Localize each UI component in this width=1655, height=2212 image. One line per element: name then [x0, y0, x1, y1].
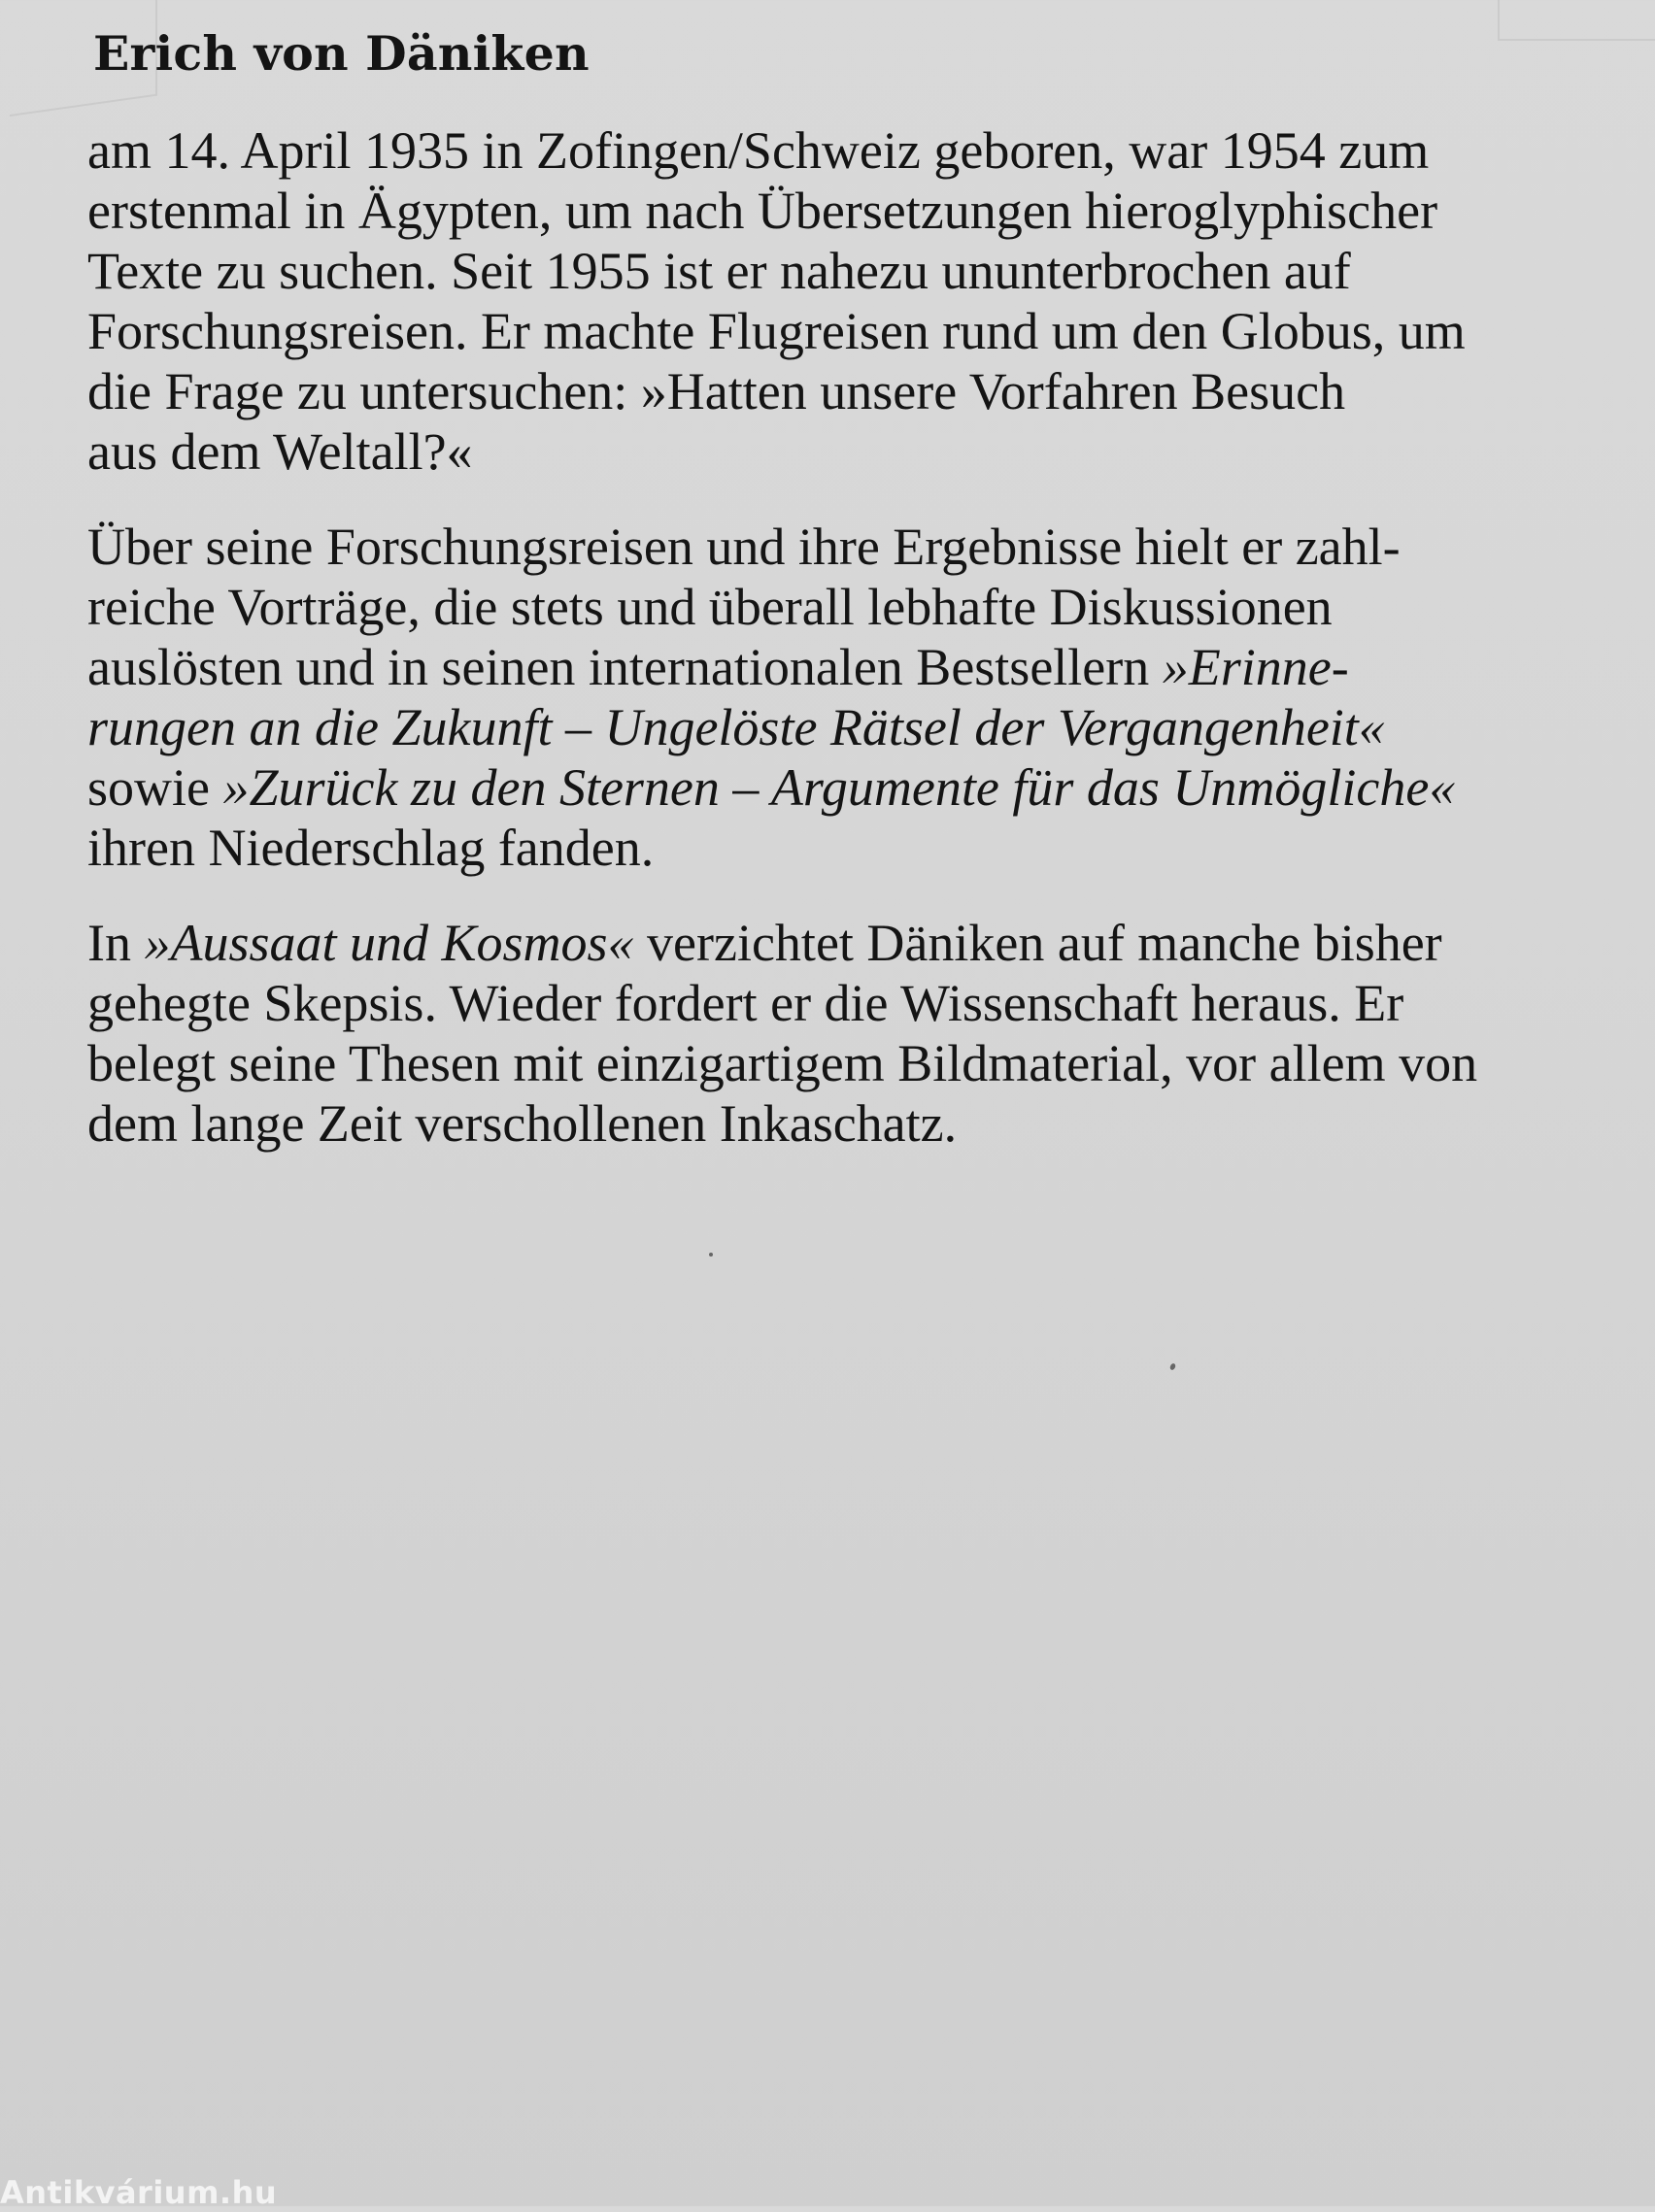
- text-line: [87, 637, 1581, 697]
- page-content: [70, 19, 1581, 1189]
- text-line: erstenmal in Ägypten, um nach Übersetzungen hieroglyphischer: [87, 182, 1438, 240]
- text-segment: verzichtet Däniken auf manche bisher: [633, 914, 1442, 972]
- text-line: belegt seine Thesen mit einzigartigem Bildmaterial, vor allem von: [87, 1034, 1478, 1092]
- text-line: dem lange Zeit verschollenen Inkaschatz.: [87, 1094, 958, 1153]
- text-line: [87, 757, 1581, 818]
- author-title: Erich von Däniken: [93, 25, 590, 82]
- paper-speck: [1169, 1362, 1176, 1370]
- text-line: aus dem Weltall?«: [87, 422, 473, 481]
- book-title-italic: »Aussaat und Kosmos«: [144, 914, 634, 972]
- text-segment: sowie: [87, 758, 223, 817]
- text-line: gehegte Skepsis. Wieder fordert er die Wissenschaft heraus. Er: [87, 974, 1404, 1032]
- text-line: die Frage zu untersuchen: »Hatten unsere Vorfahren Besuch: [87, 362, 1346, 420]
- summary-paragraph: [87, 913, 1581, 1154]
- book-title-italic: »Erinne-: [1162, 638, 1349, 696]
- text-line: am 14. April 1935 in Zofingen/Schweiz geboren, war 1954 zum: [87, 121, 1430, 180]
- text-line: ihren Niederschlag fanden.: [87, 819, 655, 877]
- text-line: Forschungsreisen. Er machte Flugreisen rund um den Globus, um: [87, 302, 1466, 360]
- biography-paragraph: [87, 120, 1581, 482]
- text-line: Texte zu suchen. Seit 1955 ist er nahezu ununterbrochen auf: [87, 242, 1351, 300]
- text-segment: auslösten und in seinen internationalen Bestsellern: [87, 638, 1163, 696]
- research-paragraph: [87, 517, 1581, 878]
- source-watermark: Antikvárium.hu: [0, 2174, 278, 2211]
- text-segment: In: [87, 914, 145, 972]
- text-line: reiche Vorträge, die stets und überall lebhafte Diskussionen: [87, 578, 1333, 636]
- book-title-italic: »Zurück zu den Sternen – Argumente für das Unmögliche«: [222, 758, 1456, 817]
- book-title-italic: rungen an die Zukunft – Ungelöste Rätsel der Vergangenheit«: [87, 698, 1385, 756]
- text-line: [87, 913, 1581, 973]
- text-line: Über seine Forschungsreisen und ihre Ergebnisse hielt er zahl-: [87, 518, 1401, 576]
- paper-speck: [709, 1253, 713, 1257]
